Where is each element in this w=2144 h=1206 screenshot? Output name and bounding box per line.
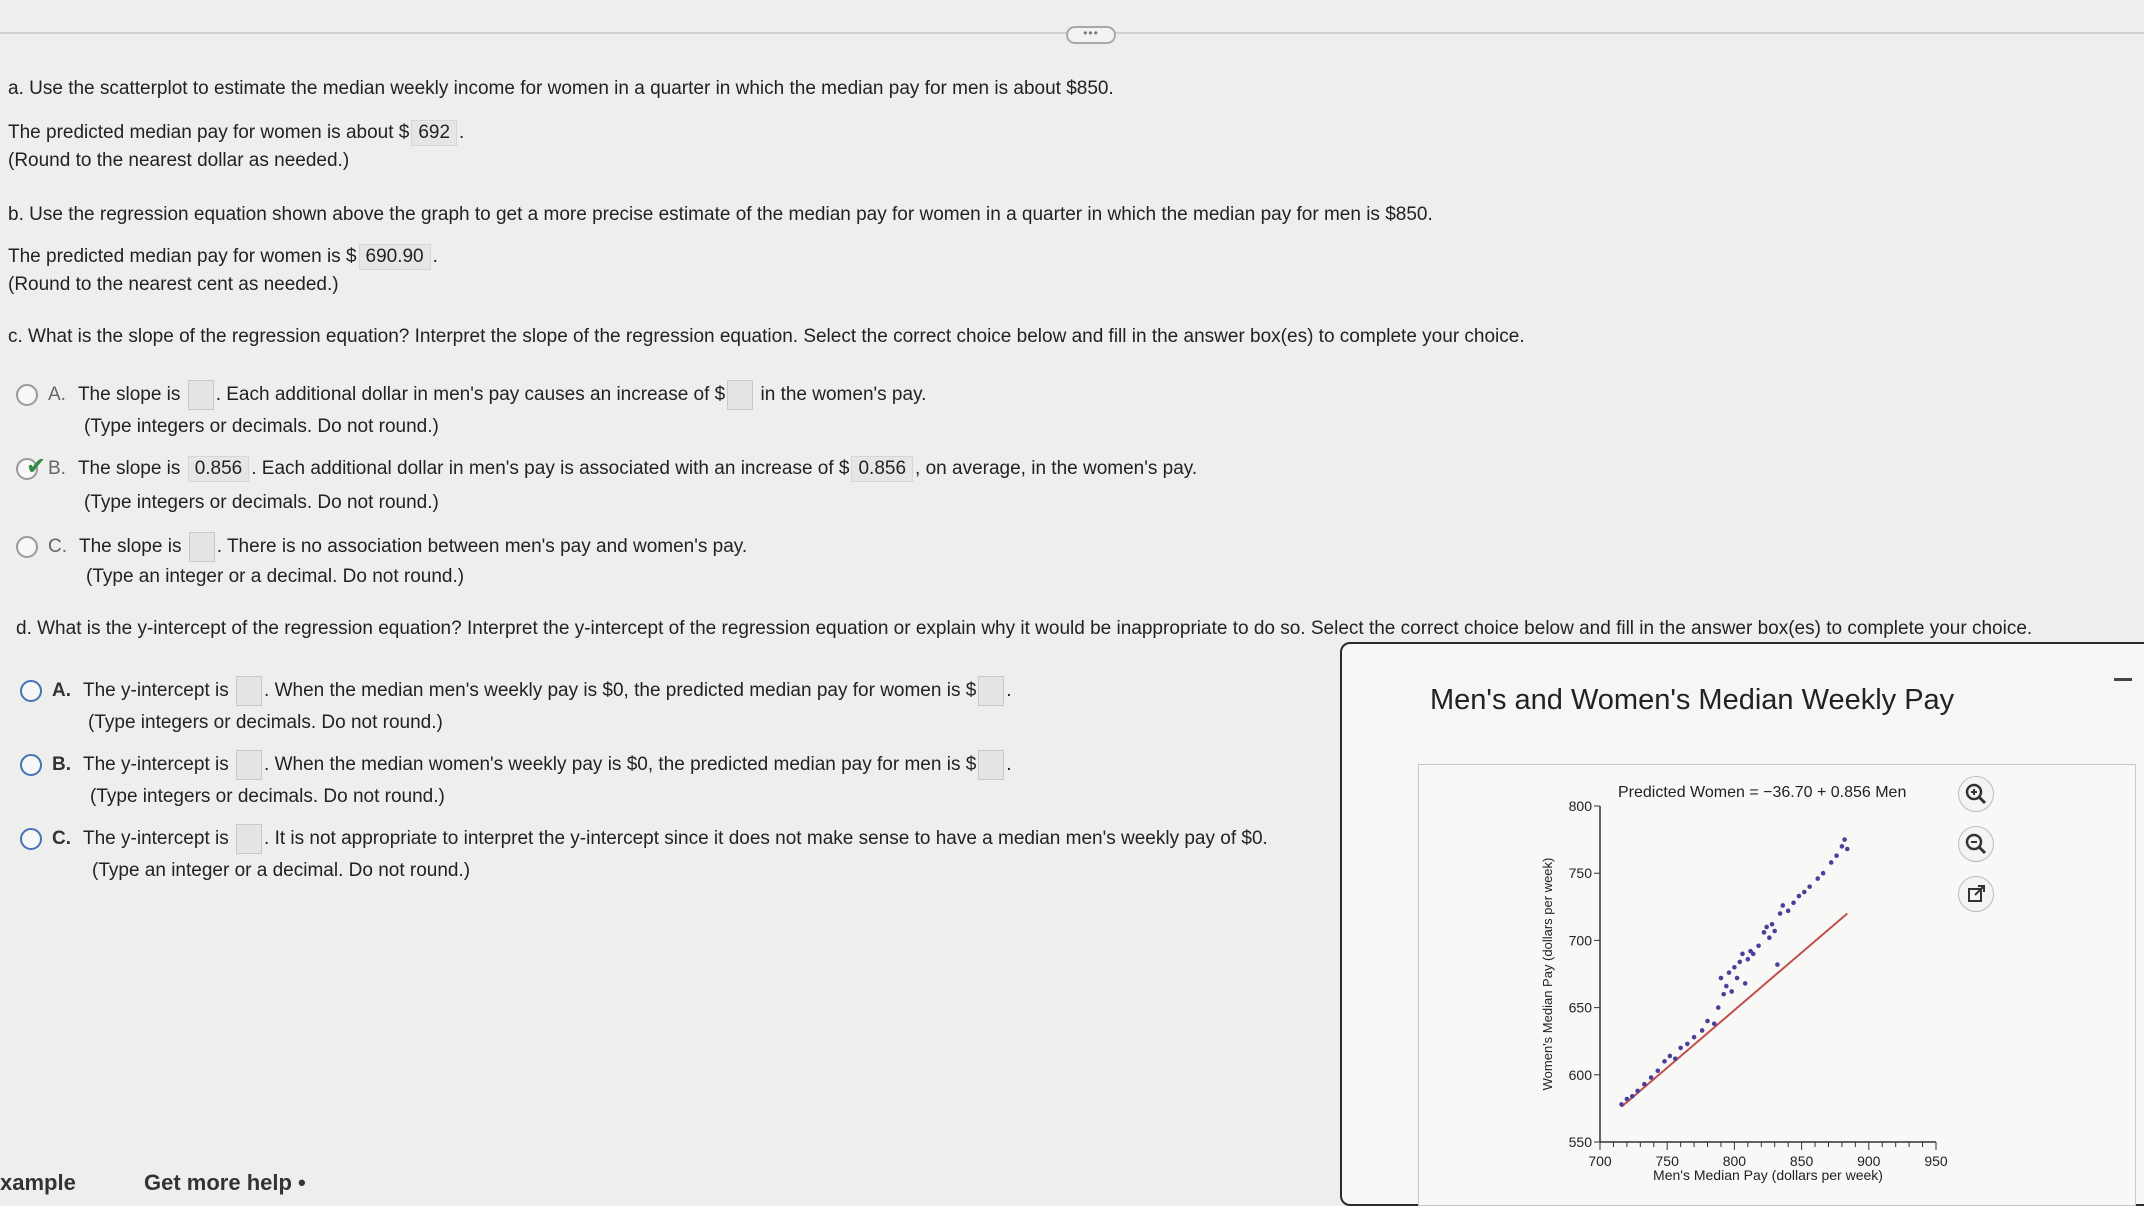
data-point — [1767, 935, 1772, 940]
x-tick-label: 750 — [1655, 1153, 1679, 1169]
data-point — [1743, 981, 1748, 986]
answer-a-box[interactable]: 692 — [411, 120, 457, 146]
data-point — [1716, 1005, 1721, 1010]
hint-b: (Round to the nearest cent as needed.) — [8, 274, 339, 295]
y-axis-label: Women's Median Pay (dollars per week) — [1540, 857, 1555, 1091]
data-point — [1662, 1059, 1667, 1064]
data-point — [1625, 1097, 1630, 1102]
data-point — [1778, 911, 1783, 916]
data-point — [1764, 925, 1769, 930]
option-d-b[interactable]: B. The y-intercept is . When the median women's weekly pay is $0, the predicted median pay for men is $ . — [20, 750, 1012, 780]
data-point — [1619, 1102, 1624, 1107]
data-point — [1775, 962, 1780, 967]
data-point — [1705, 1019, 1710, 1024]
data-point — [1780, 903, 1785, 908]
data-point — [1678, 1046, 1683, 1051]
data-point — [1721, 992, 1726, 997]
data-point — [1737, 960, 1742, 965]
regression-equation: Predicted Women = −36.70 + 0.856 Men — [1618, 784, 1907, 801]
option-d-c[interactable]: C. The y-intercept is . It is not appropriate to interpret the y-intercept since it does not make sense to have a median men's weekly pay of $0. — [20, 824, 1268, 854]
question-c: c. What is the slope of the regression equation? Interpret the slope of the regression equation. Select the correct choice below and fill in the answer box(es) to complete your choice. — [8, 326, 1525, 347]
answer-b-line: The predicted median pay for women is $ 690.90 . — [8, 244, 438, 270]
data-point — [1762, 930, 1767, 935]
answer-a-line: The predicted median pay for women is about $ 692 . — [8, 120, 464, 146]
data-point — [1735, 976, 1740, 981]
data-point — [1712, 1021, 1717, 1026]
data-point — [1642, 1082, 1647, 1087]
hint-d-a: (Type integers or decimals. Do not round.) — [88, 712, 443, 733]
example-link[interactable]: xample — [0, 1170, 76, 1195]
hint-c-b: (Type integers or decimals. Do not round.) — [84, 492, 439, 513]
data-point — [1791, 900, 1796, 905]
data-point — [1700, 1028, 1705, 1033]
option-c-c[interactable]: C. The slope is . There is no association between men's pay and women's pay. — [16, 532, 747, 562]
zoom-out-button[interactable] — [1958, 826, 1994, 862]
expand-handle[interactable]: ••• — [1066, 26, 1116, 44]
data-point — [1635, 1089, 1640, 1094]
y-tick-label: 550 — [1568, 1134, 1592, 1150]
data-point — [1751, 952, 1756, 957]
data-point — [1630, 1094, 1635, 1099]
y-tick-label: 750 — [1568, 865, 1592, 882]
minimize-icon[interactable] — [2114, 678, 2132, 681]
data-point — [1732, 965, 1737, 970]
pop-out-icon — [1959, 877, 1993, 911]
x-axis-label: Men's Median Pay (dollars per week) — [1653, 1167, 1883, 1183]
data-point — [1727, 970, 1732, 975]
data-point — [1829, 860, 1834, 865]
regression-line — [1622, 914, 1848, 1107]
hint-c-a: (Type integers or decimals. Do not round.) — [84, 416, 439, 437]
data-point — [1649, 1075, 1654, 1080]
data-point — [1685, 1042, 1690, 1047]
y-tick-label: 700 — [1568, 932, 1592, 949]
y-tick-label: 650 — [1568, 999, 1592, 1016]
data-point — [1770, 922, 1775, 927]
increase-box-b[interactable]: 0.856 — [851, 456, 913, 482]
data-point — [1815, 876, 1820, 881]
y-tick-label: 600 — [1568, 1066, 1592, 1083]
x-tick-label: 850 — [1789, 1153, 1814, 1169]
option-c-a[interactable]: A. The slope is . Each additional dollar in men's pay causes an increase of $ in the women's pay. — [16, 380, 926, 410]
x-tick-label: 950 — [1924, 1153, 1948, 1169]
x-tick-label: 900 — [1857, 1153, 1881, 1169]
zoom-in-button[interactable] — [1958, 776, 1994, 812]
hint-d-c: (Type an integer or a decimal. Do not round.) — [92, 860, 471, 881]
checkmark-icon: ✔ — [26, 452, 47, 480]
chart-title: Men's and Women's Median Weekly Pay — [1430, 684, 1955, 716]
hint-c-c: (Type an integer or a decimal. Do not round.) — [86, 566, 465, 587]
hint-a: (Round to the nearest dollar as needed.) — [8, 150, 350, 171]
data-point — [1740, 952, 1745, 957]
data-point — [1756, 943, 1761, 948]
data-point — [1729, 989, 1734, 994]
x-tick-label: 700 — [1588, 1153, 1612, 1169]
get-more-help-link[interactable]: Get more help • — [144, 1170, 306, 1195]
option-d-a[interactable]: A. The y-intercept is . When the median men's weekly pay is $0, the predicted median pay for women is $ . — [20, 676, 1012, 706]
question-a: a. Use the scatterplot to estimate the median weekly income for women in a quarter in which the median pay for men is about $850. — [8, 78, 1114, 99]
x-tick-label: 800 — [1722, 1153, 1747, 1169]
data-point — [1821, 871, 1826, 876]
data-point — [1834, 853, 1839, 858]
data-point — [1746, 957, 1751, 962]
slope-box-b[interactable]: 0.856 — [188, 456, 250, 482]
answer-b-box[interactable]: 690.90 — [359, 244, 431, 270]
pop-out-button[interactable] — [1958, 876, 1994, 912]
data-point — [1786, 909, 1791, 914]
data-point — [1673, 1056, 1678, 1061]
question-b: b. Use the regression equation shown above the graph to get a more precise estimate of the median pay for women in a quarter in which the median pay for men is $850. — [8, 204, 1433, 225]
data-point — [1845, 847, 1850, 852]
data-point — [1797, 894, 1802, 899]
zoom-out-icon — [1959, 827, 1993, 861]
option-c-b[interactable]: ✔ B. The slope is 0.856 . Each additional dollar in men's pay is associated with an increase of $ 0.856 , on average, in the women's pay. — [16, 456, 1197, 482]
data-point — [1840, 844, 1845, 849]
data-point — [1692, 1035, 1697, 1040]
data-point — [1802, 890, 1807, 895]
question-d: d. What is the y-intercept of the regression equation? Interpret the y-intercept of the regression equation or explain why it would be inappropriate to do so. Select the correct choice below and fill in the answer box(es) to complete your choice. — [16, 618, 2033, 639]
data-point — [1807, 884, 1812, 889]
hint-d-b: (Type integers or decimals. Do not round.) — [90, 786, 445, 807]
y-tick-label: 800 — [1568, 798, 1592, 814]
data-point — [1655, 1068, 1660, 1073]
zoom-in-icon — [1959, 777, 1993, 811]
data-point — [1724, 984, 1729, 989]
data-point — [1668, 1054, 1673, 1059]
data-point — [1719, 976, 1724, 981]
data-point — [1772, 929, 1777, 934]
data-point — [1842, 837, 1847, 842]
